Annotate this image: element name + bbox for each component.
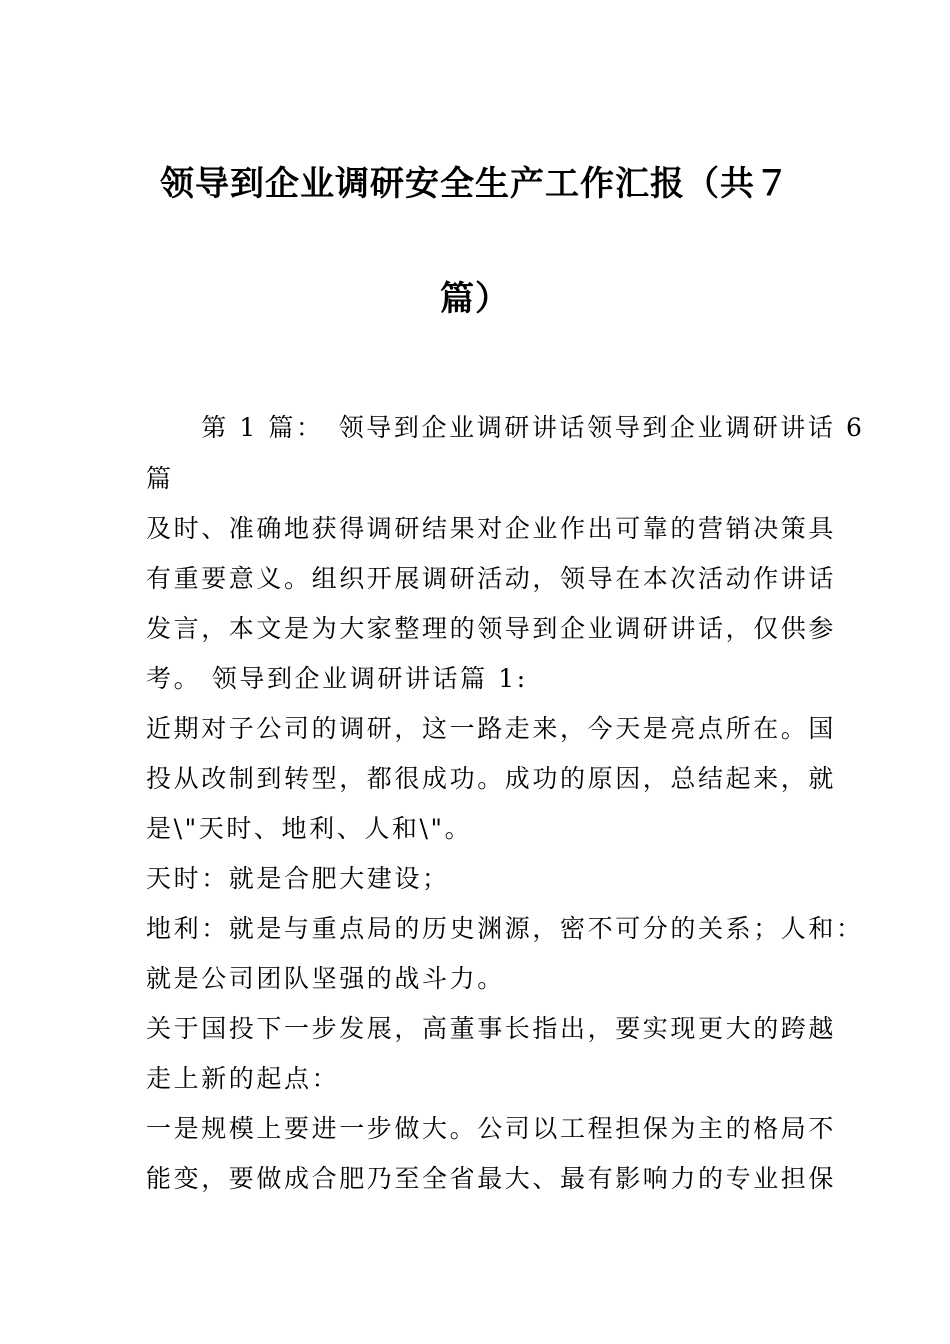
paragraph-line: 发言，本文是为大家整理的领导到企业调研讲话，仅供参 <box>146 614 837 643</box>
paragraph-line: 走上新的起点： <box>146 1064 340 1093</box>
paragraph-line: 地利：就是与重点局的历史渊源，密不可分的关系；人和： <box>146 914 864 943</box>
paragraph-line: 关于国投下一步发展，高董事长指出，要实现更大的跨越 <box>146 1014 837 1043</box>
document-title-line-1: 领导到企业调研安全生产工作汇报（共７ <box>160 164 790 204</box>
paragraph-line: 篇 <box>146 464 174 493</box>
paragraph-line: 就是公司团队坚强的战斗力。 <box>146 964 505 993</box>
paragraph-line: 投从改制到转型，都很成功。成功的原因，总结起来，就 <box>146 764 837 793</box>
paragraph-line: 一是规模上要进一步做大。公司以工程担保为主的格局不 <box>146 1114 837 1143</box>
paragraph-line: 及时、准确地获得调研结果对企业作出可靠的营销决策具 <box>146 514 837 543</box>
paragraph-line: 天时：就是合肥大建设； <box>146 864 450 893</box>
paragraph-line: 是\"天时、地利、人和\"。 <box>146 814 473 843</box>
paragraph-line: 能变，要做成合肥乃至全省最大、最有影响力的专业担保 <box>146 1164 837 1193</box>
document-title-line-2: 篇） <box>440 279 510 319</box>
paragraph-line: 有重要意义。组织开展调研活动，领导在本次活动作讲话 <box>146 564 837 593</box>
paragraph-line: 第 1 篇： 领导到企业调研讲话领导到企业调研讲话 6 <box>146 413 865 442</box>
paragraph-line: 考。 领导到企业调研讲话篇 1: <box>146 664 528 693</box>
paragraph-line: 近期对子公司的调研，这一路走来，今天是亮点所在。国 <box>146 714 837 743</box>
